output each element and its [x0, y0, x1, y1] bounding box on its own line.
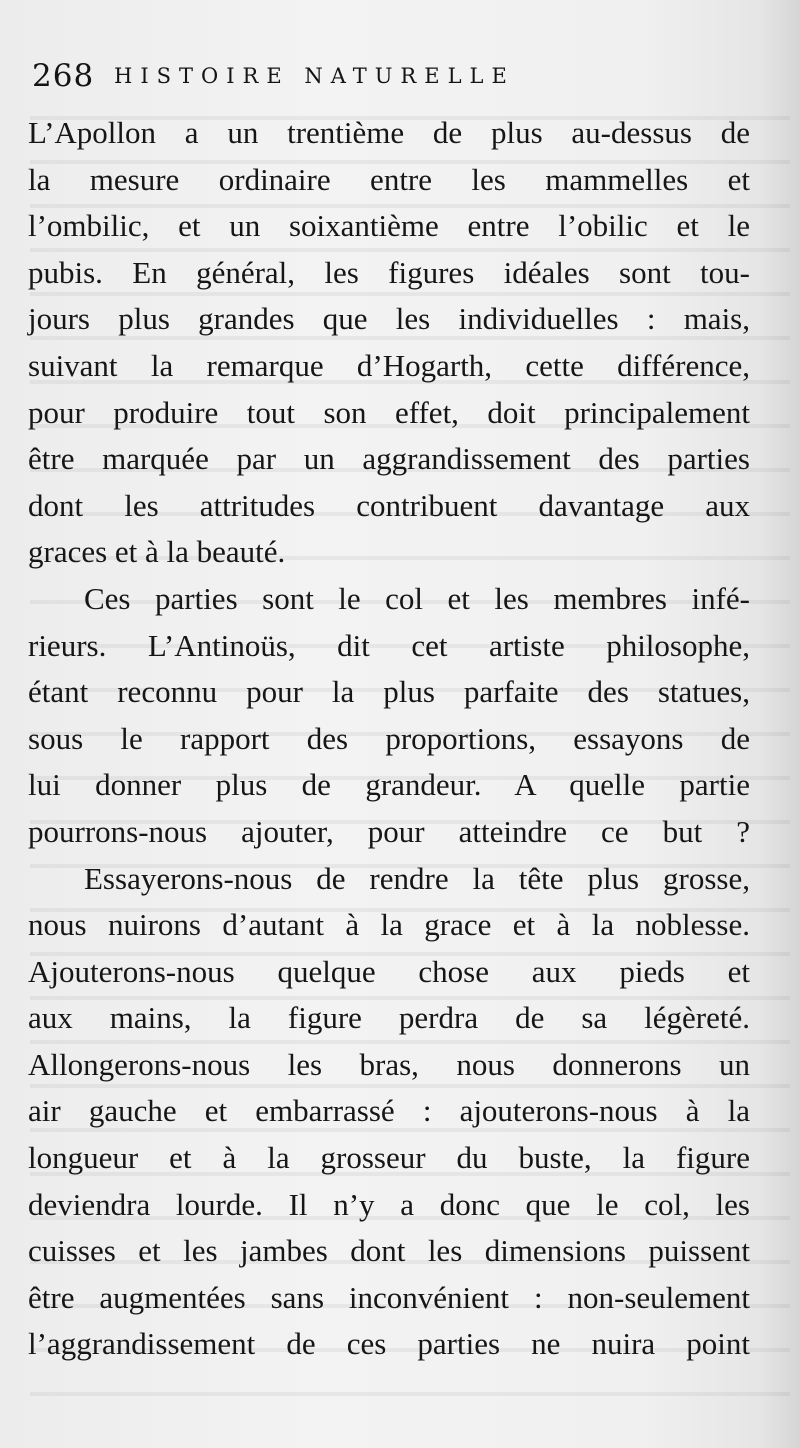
text-line: dont les attritudes contribuent davantage aux [28, 487, 750, 523]
page-number: 268 [32, 58, 95, 94]
body-text [28, 110, 750, 1368]
text-line: lui donner plus de grandeur. A quelle partie [28, 767, 750, 803]
text-line: aux mains, la figure perdra de sa légèreté. [28, 1000, 750, 1036]
page-header [32, 58, 752, 98]
text-line: l’aggrandissement de ces parties ne nuira point [28, 1326, 750, 1362]
text-line: être augmentées sans inconvénient : non-seulement [28, 1279, 750, 1315]
text-line: pour produire tout son effet, doit principalement [28, 394, 750, 430]
text-line: la mesure ordinaire entre les mammelles et [28, 161, 750, 197]
text-line: L’Apollon a un trentième de plus au-dessus de [28, 115, 750, 150]
text-line: jours plus grandes que les individuelles : mais, [28, 301, 750, 337]
running-title: HISTOIRE NATURELLE [114, 64, 515, 88]
text-line: nous nuirons d’autant à la grace et à la noblesse. [28, 907, 750, 943]
page-edge-shadow [760, 0, 800, 1448]
text-line: Essayerons-nous de rendre la tête plus grosse, [84, 860, 750, 896]
text-line: suivant la remarque d’Hogarth, cette différence, [28, 347, 750, 383]
text-line: Allongerons-nous les bras, nous donnerons un [28, 1046, 750, 1082]
text-line: sous le rapport des proportions, essayons de [28, 720, 750, 756]
text-line: cuisses et les jambes dont les dimensions puissent [28, 1233, 750, 1269]
text-line: deviendra lourde. Il n’y a donc que le col, les [28, 1186, 750, 1222]
text-line: pubis. En général, les figures idéales sont tou- [28, 254, 750, 290]
text-line: être marquée par un aggrandissement des parties [28, 441, 750, 477]
text-line: longueur et à la grosseur du buste, la figure [28, 1140, 750, 1176]
text-line: pourrons-nous ajouter, pour atteindre ce but ? [28, 813, 750, 849]
text-line: rieurs. L’Antinoüs, dit cet artiste philosophe, [28, 627, 750, 663]
text-line: Ajouterons-nous quelque chose aux pieds et [28, 953, 750, 989]
text-line: l’ombilic, et un soixantième entre l’obilic et le [28, 208, 750, 244]
text-line: Ces parties sont le col et les membres infé- [84, 580, 750, 616]
text-line: étant reconnu pour la plus parfaite des statues, [28, 674, 750, 710]
text-line: air gauche et embarrassé : ajouterons-nous à la [28, 1093, 750, 1129]
text-line: graces et à la beauté. [28, 534, 286, 570]
